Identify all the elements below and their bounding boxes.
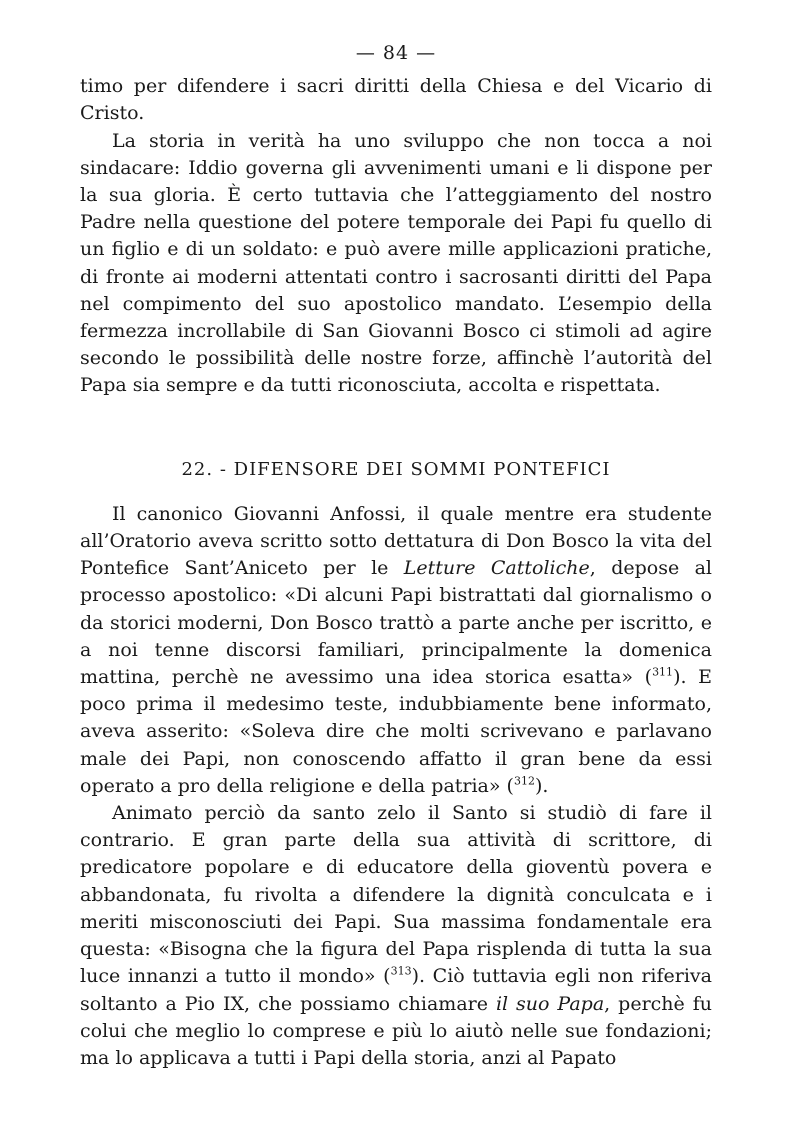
italic-phrase: il suo Papa — [495, 992, 605, 1015]
text-run: Il canonico Giovanni Anfossi, il quale mentre era studente all’Oratorio aveva scritto sotto dettatura di Don Bosco la vita del Pontefice Sant’Aniceto per le — [80, 502, 712, 580]
text-run: , perchè fu colui che meglio lo comprese e più lo aiutò nelle sue fondazioni; ma lo applicava a tutti i Papi della storia, anzi al Papato — [80, 992, 712, 1069]
footnote-ref: 311 — [652, 665, 674, 679]
text-run: ). — [534, 774, 549, 797]
text-run: , depose al processo apostolico: «Di alcuni Papi bistrattati dal giornalismo o da storici moderni, Don Bosco trattò a parte anche per iscritto, e a noi tenne discorsi familiari, principalmente la domenica mattina, perchè ne avessimo una idea storica esatta» ( — [80, 557, 712, 689]
section-heading: 22. - DIFENSORE DEI SOMMI PONTEFICI — [181, 458, 611, 480]
footnote-ref: 312 — [513, 774, 535, 788]
paragraph: La storia in verità ha uno sviluppo che non tocca a noi sindacare: Iddio governa gli avvenimenti umani e li dispone per la sua gloria. È certo tuttavia che l’atteggiamento del nostro Padre nella questione del potere temporale dei Papi fu quello di un figlio e di un soldato: e può avere mille applicazioni pratiche, di fronte ai moderni attentati contro i sacrosanti diritti del Papa nel compimento del suo apostolico mandato. L’esempio della fermezza incrollabile di San Giovanni Bosco ci stimoli ad agire secondo le possibilità delle nostre forze, affinchè l’autorità del Papa sia sempre e da tutti riconosciuta, accolta e rispettata. — [80, 129, 712, 397]
footnote-ref: 313 — [390, 964, 412, 978]
page-number: — 84 — — [355, 42, 437, 64]
paragraph-continuation: timo per difendere i sacri diritti della Chiesa e del Vicario di Cristo. — [80, 75, 712, 125]
page — [80, 40, 712, 1072]
paragraph — [80, 800, 712, 1072]
text-run: Animato perciò da santo zelo il Santo si studiò di fare il contrario. E gran parte della sua attività di scrittore, di predicatore popolare e di educatore della gioventù povera e abbandonata, fu rivolta a difendere la dignità conculcata e i meriti misconosciuti dei Papi. Sua massima fondamentale era questa: «Bisogna che la figura del Papa risplenda di tutta la sua luce innanzi a tutto il mondo» ( — [80, 802, 712, 988]
text-run: ). Ciò tuttavia egli non riferiva soltanto a Pio IX, che possiamo chiamare — [80, 965, 712, 1015]
italic-title: Letture Cattoliche — [403, 557, 590, 580]
paragraph — [80, 501, 712, 800]
text-run: ). E poco prima il medesimo teste, indubbiamente bene informato, aveva asserito: «Soleva dire che molti scrivevano e parlavano male dei Papi, non conoscendo affatto il gran bene da essi operato a pro della religione e della patria» ( — [80, 666, 712, 797]
